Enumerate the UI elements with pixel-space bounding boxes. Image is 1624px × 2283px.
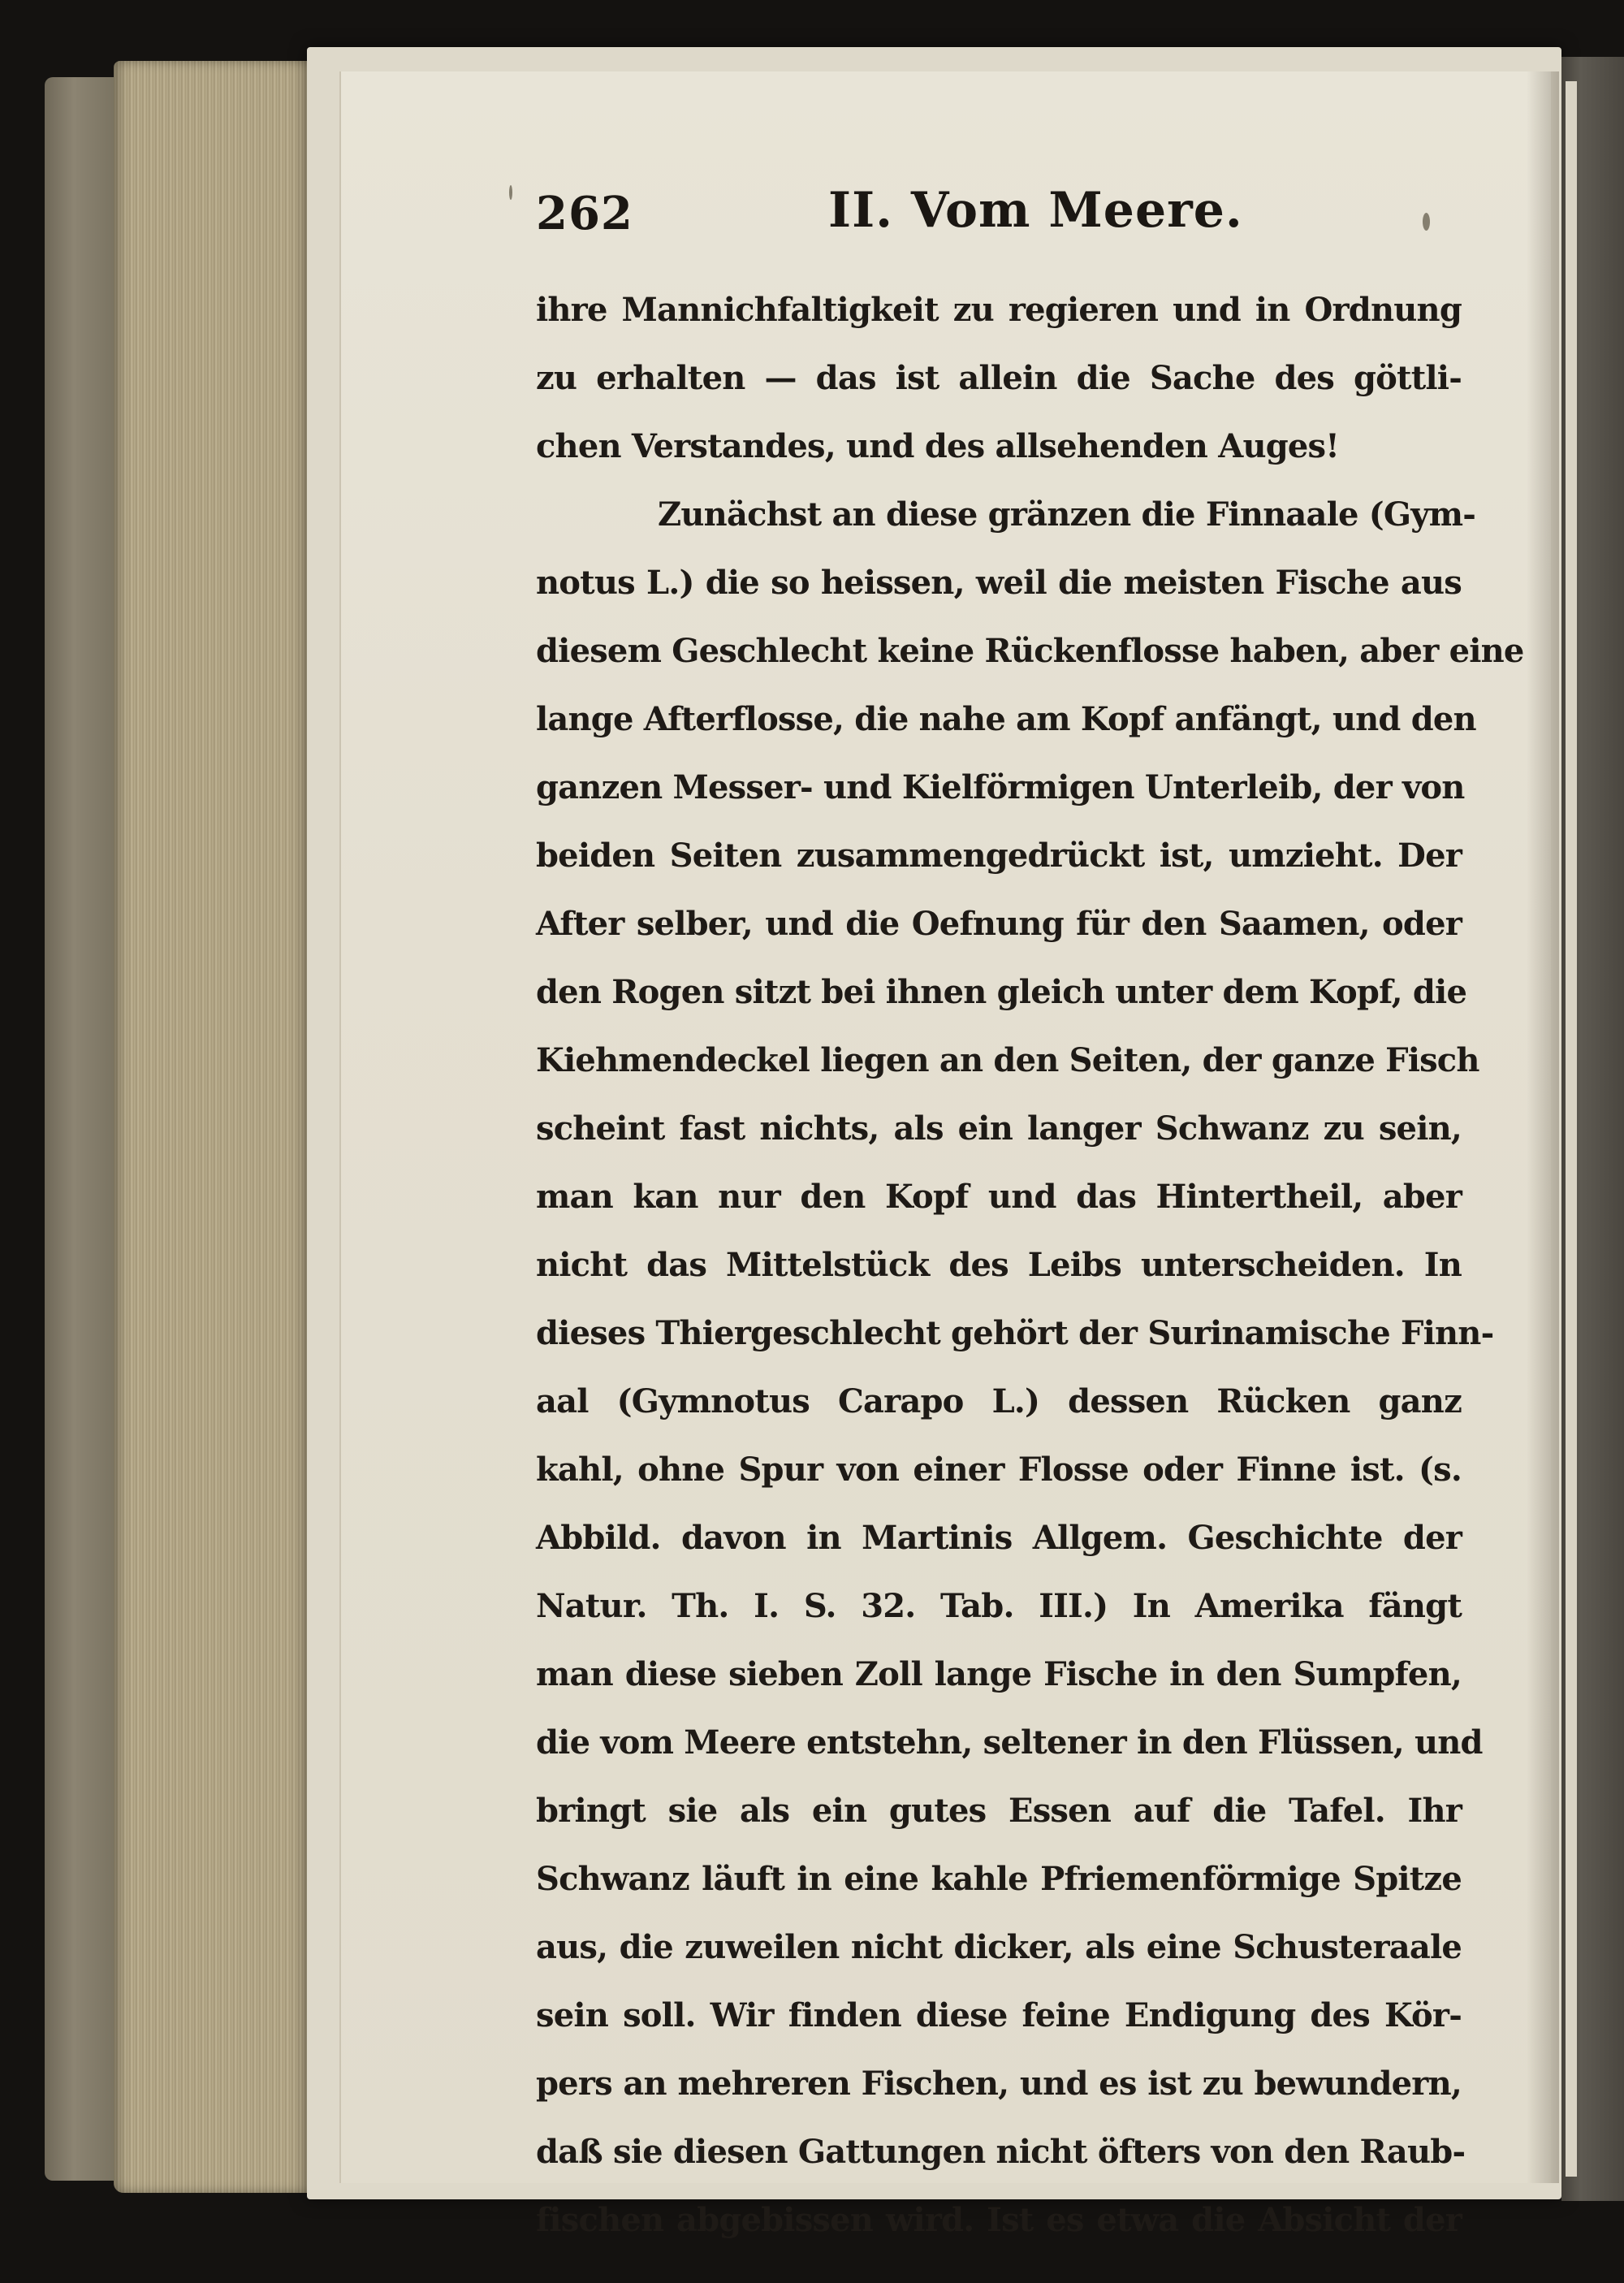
gutter-shadow [1527, 71, 1559, 2183]
text-line: Natur. Th. I. S. 32. Tab. III.) In Amerika fängt [536, 1587, 1462, 1625]
text-line: diesem Geschlecht keine Rückenflosse haben, aber eine [536, 632, 1524, 670]
text-line: ganzen Messer- und Kielförmigen Unterleib, der von [536, 768, 1465, 806]
text-line: aus, die zuweilen nicht dicker, als eine Schusteraale [536, 1928, 1462, 1966]
ink-spot [509, 185, 512, 200]
page-number: 262 [536, 187, 633, 240]
text-line: die vom Meere entstehn, seltener in den Flüssen, und [536, 1723, 1483, 1762]
text-line: bringt sie als ein gutes Essen auf die Tafel. Ihr [536, 1792, 1462, 1830]
text-line: man diese sieben Zoll lange Fische in den Sumpfen, [536, 1655, 1462, 1693]
facing-page-edge [1566, 81, 1577, 2177]
text-line: fischen abgebissen wird. Ist es etwa die Absicht der [536, 2201, 1462, 2239]
running-head: II. Vom Meere. [828, 182, 1243, 239]
text-line: zu erhalten — das ist allein die Sache des göttli- [536, 359, 1462, 397]
text-line: man kan nur den Kopf und das Hintertheil, aber [536, 1178, 1462, 1216]
text-line: nicht das Mittelstück des Leibs unterscheiden. In [536, 1246, 1462, 1284]
text-line: daß sie diesen Gattungen nicht öfters von den Raub- [536, 2133, 1466, 2171]
text-line: After selber, und die Oefnung für den Saamen, oder [536, 905, 1462, 943]
text-line: sein soll. Wir finden diese feine Endigung des Kör- [536, 1996, 1462, 2034]
text-line: notus L.) die so heissen, weil die meisten Fische aus [536, 564, 1462, 602]
text-line: pers an mehreren Fischen, und es ist zu bewundern, [536, 2065, 1462, 2103]
text-line: chen Verstandes, und des allsehenden Auges! [536, 427, 1340, 465]
text-line: dieses Thiergeschlecht gehört der Surinamische Finn- [536, 1314, 1494, 1352]
text-line: Kiehmendeckel liegen an den Seiten, der ganze Fisch [536, 1041, 1479, 1079]
page-header [536, 182, 1478, 268]
page-edges [114, 61, 325, 2193]
text-line: aal (Gymnotus Carapo L.) dessen Rücken ganz [536, 1382, 1462, 1420]
text-line: lange Afterflosse, die nahe am Kopf anfängt, und den [536, 700, 1476, 738]
text-line: beiden Seiten zusammengedrückt ist, umzieht. Der [536, 837, 1462, 875]
text-line: Zunächst an diese gränzen die Finnaale (Gym- [658, 495, 1476, 534]
text-line: ihre Mannichfaltigkeit zu regieren und in Ordnung [536, 291, 1462, 329]
text-line: Schwanz läuft in eine kahle Pfriemenförmige Spitze [536, 1860, 1462, 1898]
text-line: Abbild. davon in Martinis Allgem. Geschichte der [536, 1519, 1462, 1557]
text-line: kahl, ohne Spur von einer Flosse oder Finne ist. (s. [536, 1451, 1462, 1489]
text-line: scheint fast nichts, als ein langer Schwanz zu sein, [536, 1109, 1462, 1148]
text-line: den Rogen sitzt bei ihnen gleich unter dem Kopf, die [536, 973, 1467, 1011]
